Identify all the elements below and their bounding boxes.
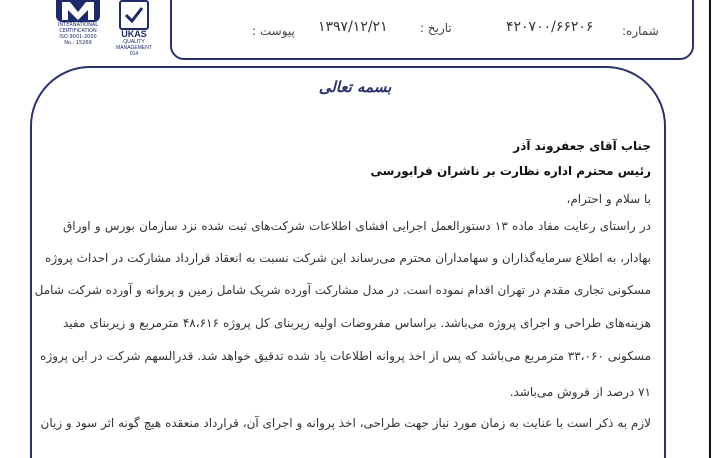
iso-text-line-2: CERTIFICATION [59,28,97,34]
iso-text-line-4: No.: 15269 [64,40,92,46]
body-line-6: ۷۱ درصد از فروش می‌باشد. [509,385,651,399]
body-line-3: مسکونی تجاری مقدم در تهران اقدام نموده است. در مدل مشارکت آورده شریک شامل زمین و پروانه و آورده شرکت شامل [34,283,651,297]
bismillah-heading: بسمه تعالی [318,78,392,96]
greeting: با سلام و احترام، [566,192,651,206]
recipient-title: رئیس محترم اداره نظارت بر ناشران فرابورسی [370,164,651,178]
body-line-5: مسکونی ۳۳،۰۶۰ مترمربع می‌باشد که پس از اخذ پروانه اطلاعات یاد شده تدقیق خواهد شد. قدرالسهم شرکت در این پروژه [40,349,651,363]
iso-emblem-icon [56,0,100,22]
body-line-2: بهادار، به اطلاع سرمایه‌گذاران و سهامداران محترم می‌رساند این شرکت نسبت به انعقاد قرارداد مشارکت در احداث پروژه [45,251,651,265]
number-label: شماره: [622,24,659,38]
iso-certification-logo [52,0,104,56]
body-line-4: هزینه‌های طراحی و اجرای پروژه می‌باشد. براساس مفروضات اولیه زیربنای کل پروژه ۴۸،۶۱۶ مترمربع و زیربنای مفید [63,316,651,330]
recipient-name: جناب آقای جعفروند آذر [513,139,651,153]
ukas-number: 014 [129,51,139,57]
ukas-checkmark-icon [119,0,149,30]
iso-text-line-1: INTERNATIONAL [57,22,99,28]
date-label: تاریخ : [420,21,452,35]
certification-logos [52,0,162,60]
ukas-line-1: QUALITY [123,39,145,45]
number-value: ۴۲۰۷۰۰/۶۶۲۰۶ [506,19,594,35]
iso-text-line-3: ISO 9001-2000 [59,34,97,40]
body-line-1: در راستای رعایت مفاد ماده ۱۳ دستورالعمل اجرایی افشای اطلاعات شرکت‌های ثبت شده نزد سازمان بورس و اوراق [63,219,652,233]
body-line-7: لازم به ذکر است با عنایت به زمان مورد نیاز جهت طراحی، اخذ پروانه و اجرای آن، قرارداد منعقده هیچ گونه اثر سود و زیان [40,416,651,430]
ukas-line-2: MANAGEMENT [116,45,152,51]
attachment-label: پیوست : [252,24,295,38]
ukas-name: UKAS [121,29,147,39]
page-edge-rule [709,0,711,458]
ukas-logo [114,0,154,58]
date-value: ۱۳۹۷/۱۲/۲۱ [318,19,388,35]
